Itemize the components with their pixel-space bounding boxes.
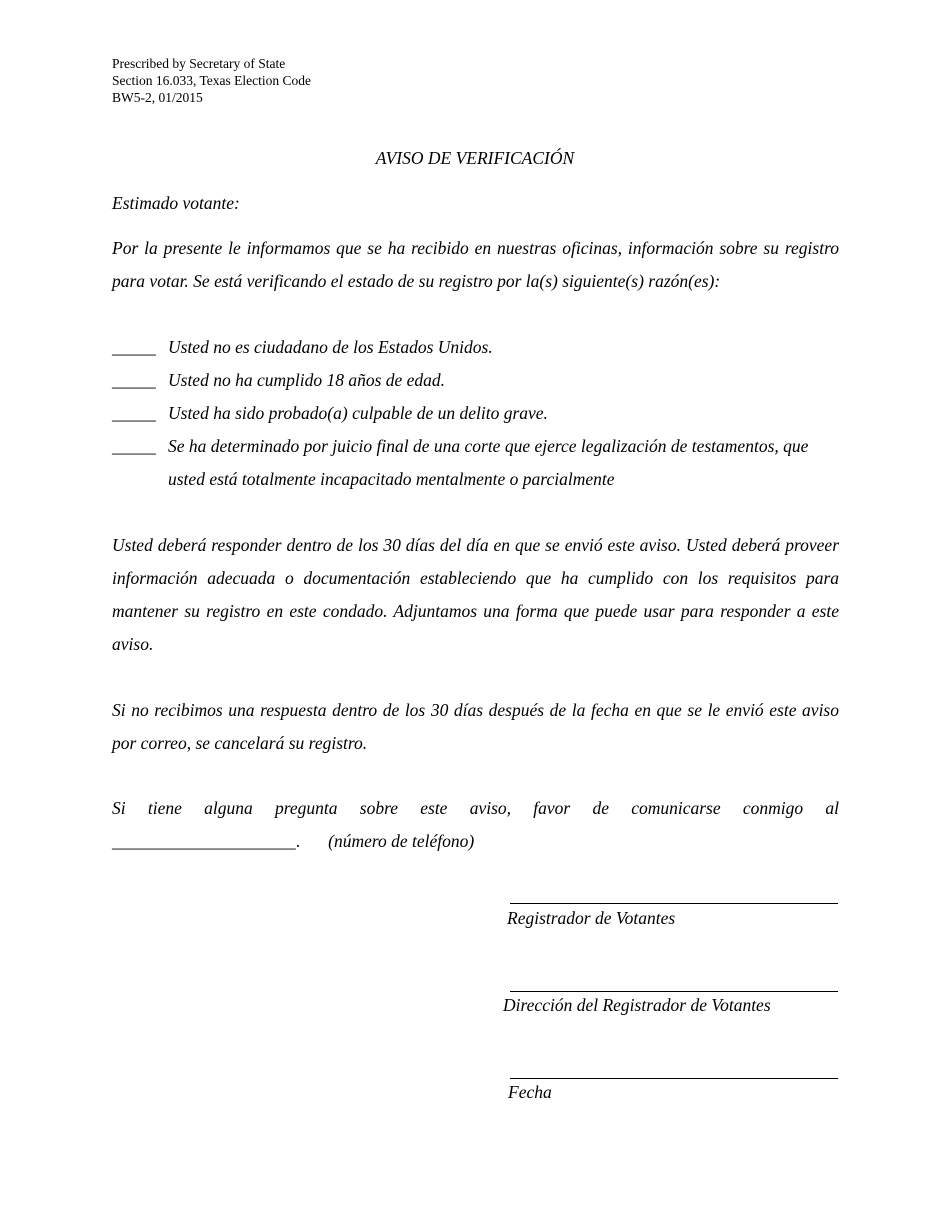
header-section: Section 16.033, Texas Election Code [112,73,312,88]
reason-text: Usted ha sido probado(a) culpable de un delito grave. [168,403,548,423]
reason-item [112,430,839,496]
reason-blank: _____ [112,403,156,423]
question-paragraph: Si tiene alguna pregunta sobre este aviso, favor de comunicarse conmigo al [112,798,839,818]
reason-item [112,331,839,364]
reason-item [112,397,839,430]
reason-text: Usted no ha cumplido 18 años de edad. [168,370,446,390]
reasons-list [112,331,839,496]
header-form-number: BW5-2, 01/2015 [112,90,203,105]
intro-paragraph: Por la presente le informamos que se ha recibido en nuestras oficinas, información sobre su registro para votar. Se está verificando el estado de su registro por la(s) siguiente(s) razón(es): [112,238,839,291]
reason-blank: _____ [112,337,156,357]
phone-label: (número de teléfono) [328,831,475,851]
phone-line [112,825,474,858]
phone-blank: _____________________. [112,831,301,851]
reason-text: Usted no es ciudadano de los Estados Unidos. [168,337,493,357]
date-label: Fecha [508,1082,552,1102]
reason-blank: _____ [112,436,156,456]
registrar-label: Registrador de Votantes [507,908,676,928]
address-label: Dirección del Registrador de Votantes [503,995,771,1015]
salutation: Estimado votante: [112,193,240,213]
reason-item [112,364,839,397]
document-title: AVISO DE VERIFICACIÓN [375,148,575,168]
form-header [112,55,311,106]
reason-blank: _____ [112,370,156,390]
address-signature-line [510,991,838,992]
date-signature-line [510,1078,838,1079]
cancel-paragraph: Si no recibimos una respuesta dentro de los 30 días después de la fecha en que se le envió este aviso por correo, se cancelará su registro. [112,700,839,753]
registrar-signature-line [510,903,838,904]
header-prescribed: Prescribed by Secretary of State [112,56,286,71]
respond-paragraph: Usted deberá responder dentro de los 30 días del día en que se envió este aviso. Usted deberá proveer información adecuada o documentación estableciendo que ha cumplido con los requisitos para mantener su registro en este condado. Adjuntamos una forma que puede usar para responder a este aviso. [112,535,839,654]
reason-text: Se ha determinado por juicio final de una corte que ejerce legalización de testamentos, que usted está totalmente incapacitado mentalmente o parcialmente [168,436,809,489]
